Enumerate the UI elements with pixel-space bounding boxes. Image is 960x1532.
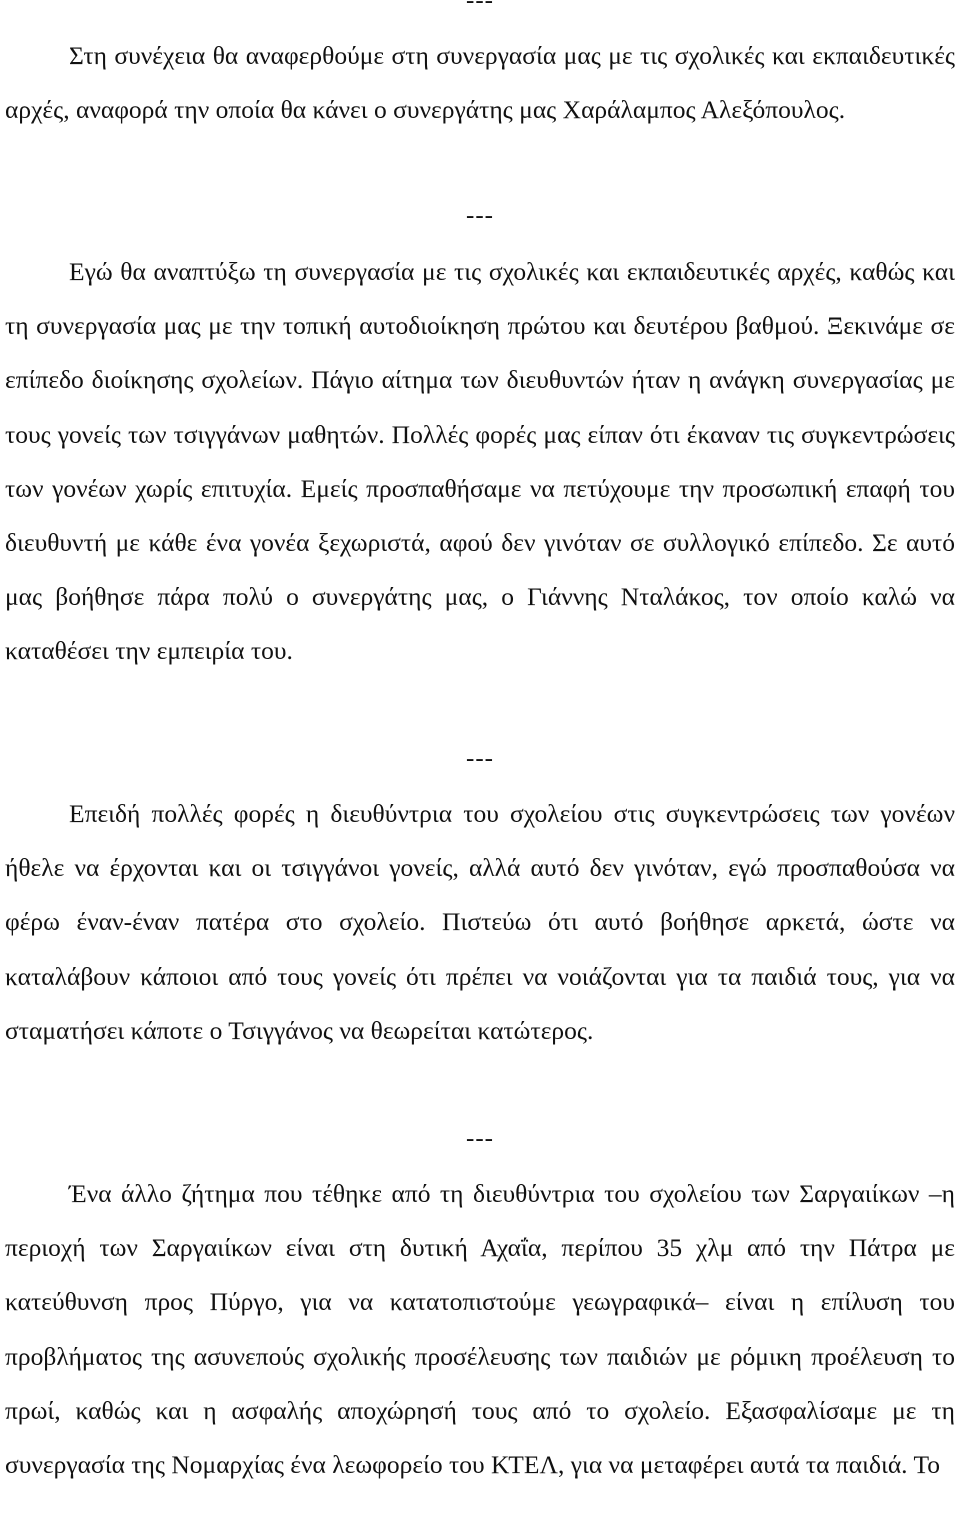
- section-separator: ---: [466, 745, 494, 772]
- section-separator: ---: [466, 1125, 494, 1152]
- section-separator: ---: [466, 202, 494, 229]
- paragraph-4: Ένα άλλο ζήτημα που τέθηκε από τη διευθύντρια του σχολείου των Σαργαιίκων –η περιοχή των Σαργαιίκων είναι στη δυτική Αχαΐα, περίπου 35 χλμ από την Πάτρα με κατεύθυνση προς Πύργο, για να κατατοπιστούμε γεωγραφικά– είναι η επίλυση του προβλήματος της ασυνεπούς σχολικής προσέλευσης των παιδιών με ρόμικη προέλευση το πρωί, καθώς και η ασφαλής αποχώρησή τους από το σχολείο. Εξασφαλίσαμε με τη συνεργασία της Νομαρχίας ένα λεωφορείο του ΚΤΕΛ, για να μεταφέρει αυτά τα παιδιά. Το: [5, 1179, 955, 1480]
- section-separator: ---: [466, 0, 494, 14]
- paragraph-2: Εγώ θα αναπτύξω τη συνεργασία με τις σχολικές και εκπαιδευτικές αρχές, καθώς και τη συνεργασία μας με την τοπική αυτοδιοίκηση πρώτου και δευτέρου βαθμού. Ξεκινάμε σε επίπεδο διοίκησης σχολείων. Πάγιο αίτημα των διευθυντών ήταν η ανάγκη συνεργασίας με τους γονείς των τσιγγάνων μαθητών. Πολλές φορές μας είπαν ότι έκαναν τις συγκεντρώσεις των γονέων χωρίς επιτυχία. Εμείς προσπαθήσαμε να πετύχουμε την προσωπική επαφή του διευθυντή με κάθε ένα γονέα ξεχωριστά, αφού δεν γινόταν σε συλλογικό επίπεδο. Σε αυτό μας βοήθησε πάρα πολύ ο συνεργάτης μας, ο Γιάννης Νταλάκος, τον οποίο καλώ να καταθέσει την εμπειρία του.: [5, 257, 955, 666]
- paragraph-1: Στη συνέχεια θα αναφερθούμε στη συνεργασία μας με τις σχολικές και εκπαιδευτικές αρχές, αναφορά την οποία θα κάνει ο συνεργάτης μας Χαράλαμπος Αλεξόπουλος.: [5, 41, 955, 125]
- paragraph-3: Επειδή πολλές φορές η διευθύντρια του σχολείου στις συγκεντρώσεις των γονέων ήθελε να έρχονται και οι τσιγγάνοι γονείς, αλλά αυτό δεν γινόταν, εγώ προσπαθούσα να φέρω έναν-έναν πατέρα στο σχολείο. Πιστεύω ότι αυτό βοήθησε αρκετά, ώστε να καταλάβουν κάποιοι από τους γονείς ότι πρέπει να νοιάζονται για τα παιδιά τους, για να σταματήσει κάποτε ο Τσιγγάνος να θεωρείται κατώτερος.: [5, 799, 955, 1045]
